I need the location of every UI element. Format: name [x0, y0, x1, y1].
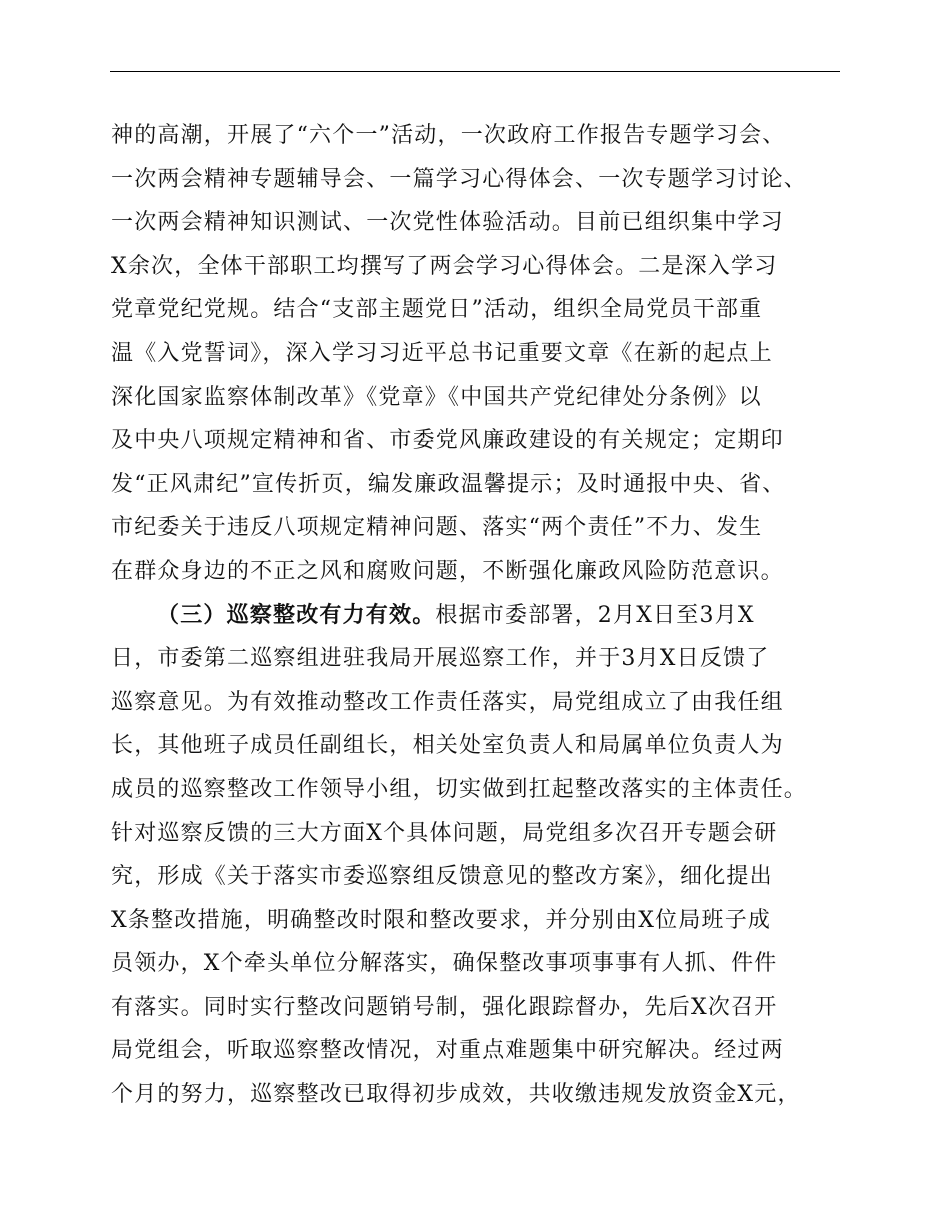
text-line: 局党组会，听取巡察整改情况，对重点难题集中研究解决。经过两 — [111, 1038, 784, 1064]
text-line: 巡察意见。为有效推动整改工作责任落实，局党组成立了由我任组 — [111, 689, 784, 715]
text-line: 党章党纪党规。结合“支部主题党日”活动，组织全局党员干部重 — [111, 297, 763, 323]
text-line: 一次两会精神知识测试、一次党性体验活动。目前已组织集中学习 — [111, 210, 784, 236]
text-line: 市纪委关于违反八项规定精神问题、落实“两个责任”不力、发生 — [111, 515, 763, 541]
text-line: 个月的努力，巡察整改已取得初步成效，共收缴违规发放资金X元， — [111, 1082, 801, 1108]
text-line: X余次，全体干部职工均撰写了两会学习心得体会。二是深入学习 — [111, 253, 778, 279]
text-line: 有落实。同时实行整改问题销号制，强化跟踪督办，先后X次召开 — [111, 994, 778, 1020]
text-line: 究，形成《关于落实市委巡察组反馈意见的整改方案》，细化提出 — [111, 864, 773, 890]
text-line: 及中央八项规定精神和省、市委党风廉政建设的有关规定；定期印 — [111, 428, 784, 454]
body-text — [111, 114, 871, 1117]
text-line: 成员的巡察整改工作领导小组，切实做到扛起整改落实的主体责任。 — [111, 776, 808, 802]
text-line: X条整改措施，明确整改时限和整改要求，并分别由X位局班子成 — [111, 907, 772, 933]
section-3-first-line-text: 根据市委部署，2月X日至3月X — [435, 602, 755, 628]
text-line: 神的高潮，开展了“六个一”活动，一次政府工作报告专题学习会、 — [111, 123, 786, 148]
section-3-heading: （三）巡察整改有力有效。 — [157, 601, 436, 628]
text-line: 针对巡察反馈的三大方面X个具体问题，局党组多次召开专题会研 — [111, 820, 778, 846]
text-line: 发“正风肃纪”宣传折页，编发廉政温馨提示；及时通报中央、省、 — [111, 471, 786, 497]
text-line: 温《入党誓词》，深入学习习近平总书记重要文章《在新的起点上 — [111, 340, 773, 366]
text-line: 长，其他班子成员任副组长，相关处室负责人和局属单位负责人为 — [111, 733, 784, 759]
text-line: 深化国家监察体制改革》《党章》《中国共产党纪律处分条例》以 — [111, 384, 762, 410]
text-line: 日，市委第二巡察组进驻我局开展巡察工作，并于3月X日反馈了 — [111, 646, 770, 672]
section-3-first-line — [111, 594, 871, 638]
text-line: 一次两会精神专题辅导会、一篇学习心得体会、一次专题学习讨论、 — [111, 166, 808, 192]
header-rule — [110, 71, 840, 72]
text-line: 员领办，X个牵头单位分解落实，确保整改事项事事有人抓、件件 — [111, 951, 778, 977]
text-line: 在群众身边的不正之风和腐败问题，不断强化廉政风险防范意识。 — [111, 558, 784, 584]
